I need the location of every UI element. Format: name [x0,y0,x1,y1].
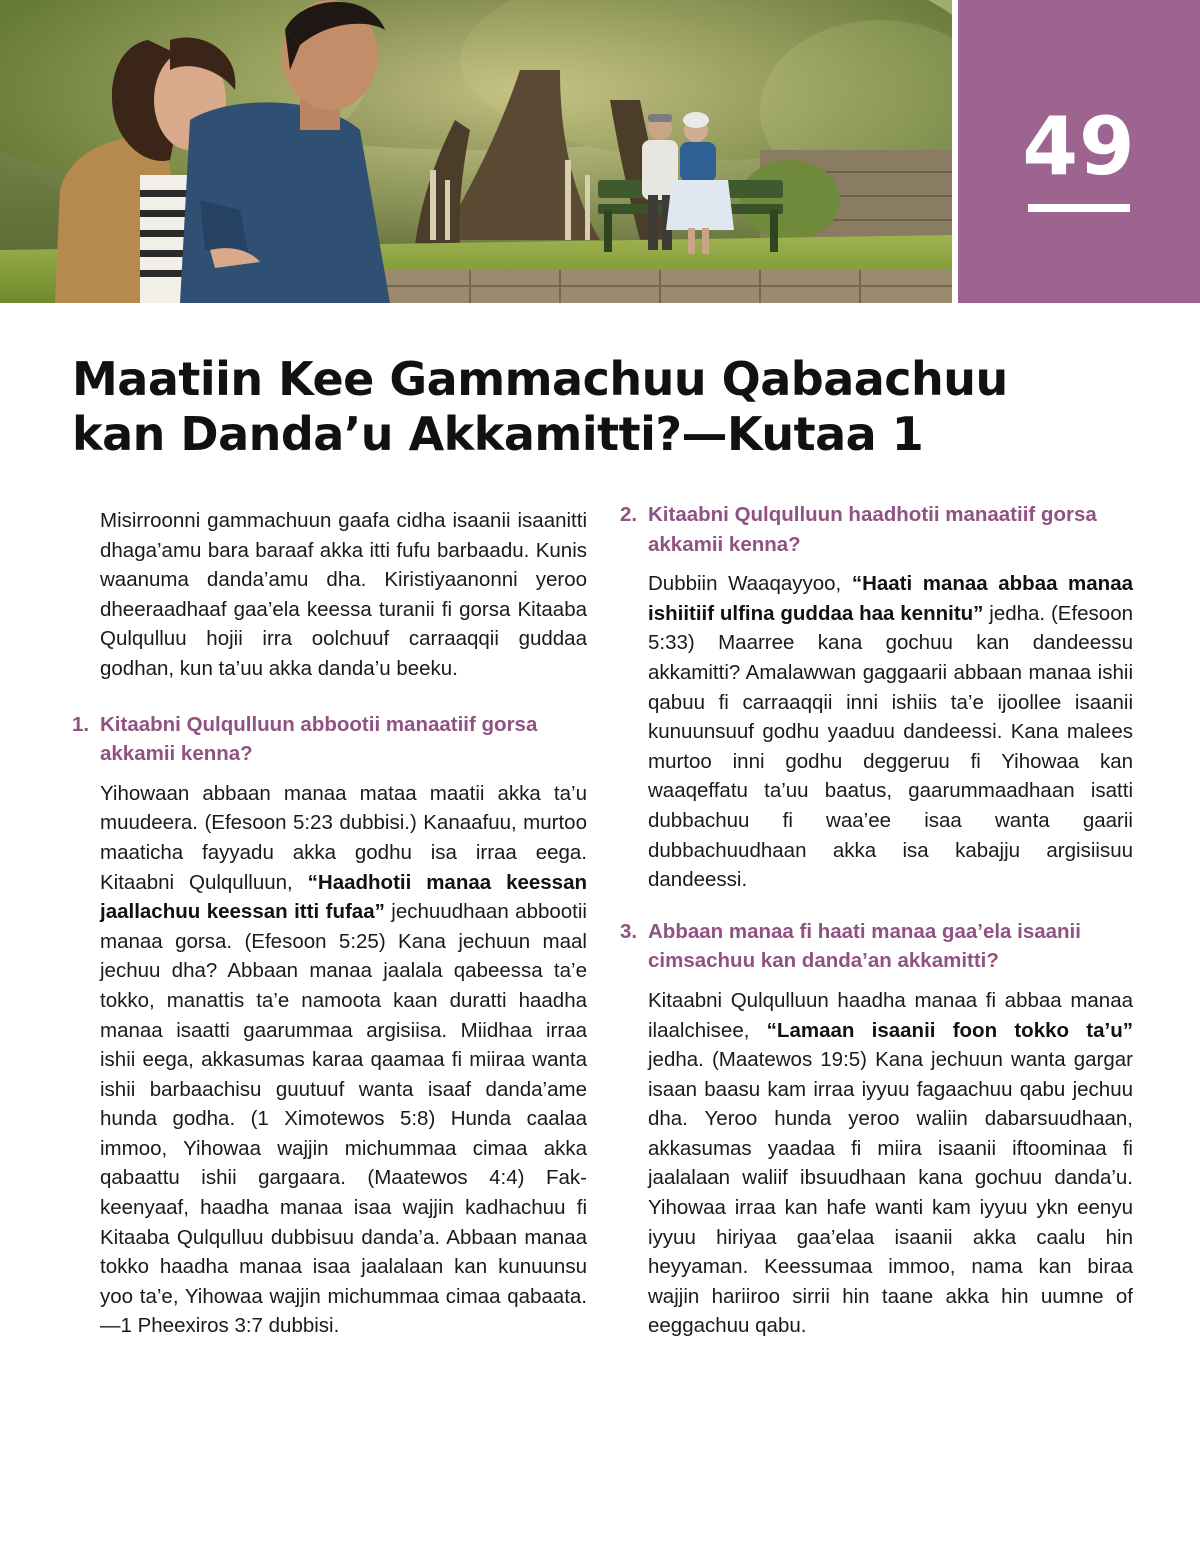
answer-1-paragraph [72,779,587,1341]
answer-1-text-pre: Yihowaan abbaan manaa mataa maatii akka ta’u muudeera. (Efesoon 5:23 dubbisi.) Kanaafuu, murtoo maaticha fayyadu akka godhu isa irraa eega. Kitaabni Qulqulluun, [100,781,587,894]
question-2-text: Kitaabni Qulqulluun haadhotii manaatiif gorsa akkamii kenna? [648,503,1097,556]
question-1-number: 1. [72,712,90,736]
hero-photo [0,0,952,303]
page-title-line2: kan Danda’u Akkamitti?—Kutaa 1 [72,407,924,461]
question-3-text: Abbaan manaa fi haati manaa gaa’ela isaanii cimsachuu kan danda’an akkamitti? [648,919,1081,973]
page-title-line1: Maatiin Kee Gammachuu Qabaachuu [72,352,1008,406]
lesson-number: 49 [1022,100,1136,193]
question-3-number: 3. [620,919,638,943]
question-3 [620,917,1133,976]
intro-paragraph: Misirroonni gammachuun gaafa cidha isaanii isaanitti dhaga’amu bara baraaf akka itti fufu barbaadu. Kunis waanuma danda’amu dha. Kiristiyaanonni yeroo dheeraadhaaf gaa’ela keessa turanii fi gorsa Kitaaba Qulqulluu hojii irra oolchuuf carraaqqii guddaa godhan, kun ta’uu akka danda’u beeku. [100,509,587,680]
lesson-number-box [958,0,1200,303]
left-column [72,500,587,1351]
answer-3-paragraph [620,986,1133,1341]
answer-2-text-post: jedha. (Efesoon 5:33) Maarree kana gochuu kan dandeessu akkamitti? Amalawwan gaggaarii abbaan manaa ishii qabuu fi carraaqqii inni ishiis ta’e ijoollee isaanii kunuunsuuf godhu yaaduu dandeessi. Kana malees murtoo inni godhu deggeruu fi Yihowaa kan waaqeffatu ta’uu baatus, gaarummaadhaan isatti dubbachuu fi waa’ee isaa wanta gaarii dubbachuudhaan akka isa kabajju argisiisuu dandeessi. [648,601,1133,892]
question-2 [620,500,1133,559]
question-2-number: 2. [620,503,638,526]
question-1 [72,710,587,769]
right-column [620,500,1133,1351]
answer-3-quote: “Lamaan isaanii foon tokko ta’u” [766,1018,1133,1042]
question-1-text: Kitaabni Qulqulluun abbootii manaatiif gorsa akkamii kenna? [100,712,538,766]
answer-1-quote: “Haadhotii manaa keessan jaallachuu keessan itti fufaa” [100,870,588,924]
answer-1-text-post: jechuudhaan abbootii manaa gorsa. (Efesoon 5:25) Kana jechuun maal jechuu dha? Abbaan manaa jaalala qabeessa ta’e tokko, manattis ta’e namoota kaan duratti haadha manaa isaatti gaarummaa argisiisa. Miidhaa irraa ishii eega, akkasumas karaa qaamaa fi miiraa wanta ishii barbaachisu guutuuf wanta isaaf danda’ame hunda godha. (1 Ximotewos 5:8) Hunda caalaa immoo, Yihowaa wajjin michummaa cimaa akka qabaattu ishii gargaara. (Maatewos 4:4) Fakkeenyaaf, haadha manaa isaa wajjin kadhachuu fi Kitaaba Qulqulluu dubbisuu danda’a. Abbaan manaa tokko haadha manaa isaa jaalalaan kan kunuunsu yoo ta’e, Yihowaa wajjin michummaa cimaa qabaata.—1 Pheexiros 3:7 dubbisi. [100,900,587,1338]
lesson-number-underline [1028,204,1130,212]
page-title [72,352,1132,462]
answer-2-quote: “Haati manaa abbaa manaa ishiitiif ulfina guddaa haa kennitu” [648,572,1133,625]
answer-2-text-pre: Dubbiin Waaqayyoo, [648,572,852,596]
answer-3-text-post: jedha. (Maatewos 19:5) Kana jechuun wanta gargar isaan baasu kam irraa iyyuu fagaachuu qabu jechuu dha. Yeroo hunda yeroo waliin dabarsuudhaan, akkasumas yaadaa fi miira isaanii iftoominaa fi jaalalaan waliif ibsuudhaan kana gochuu danda’u. Yihowaa irraa kan hafe wanti kam iyyuu ykn eenyu iyyuu hiriyaa gaa’elaa isaanii akka caalu hin heyyaman. Keessumaa immoo, nama kan biraa wajjin hariiroo sirrii hin taane akka hin uumne of eeggachuu qabu. [648,1048,1133,1338]
answer-3-text-pre: Kitaabni Qulqulluun haadha manaa fi abbaa manaa ilaalchisee, [648,988,1133,1042]
answer-2-paragraph [620,569,1133,895]
